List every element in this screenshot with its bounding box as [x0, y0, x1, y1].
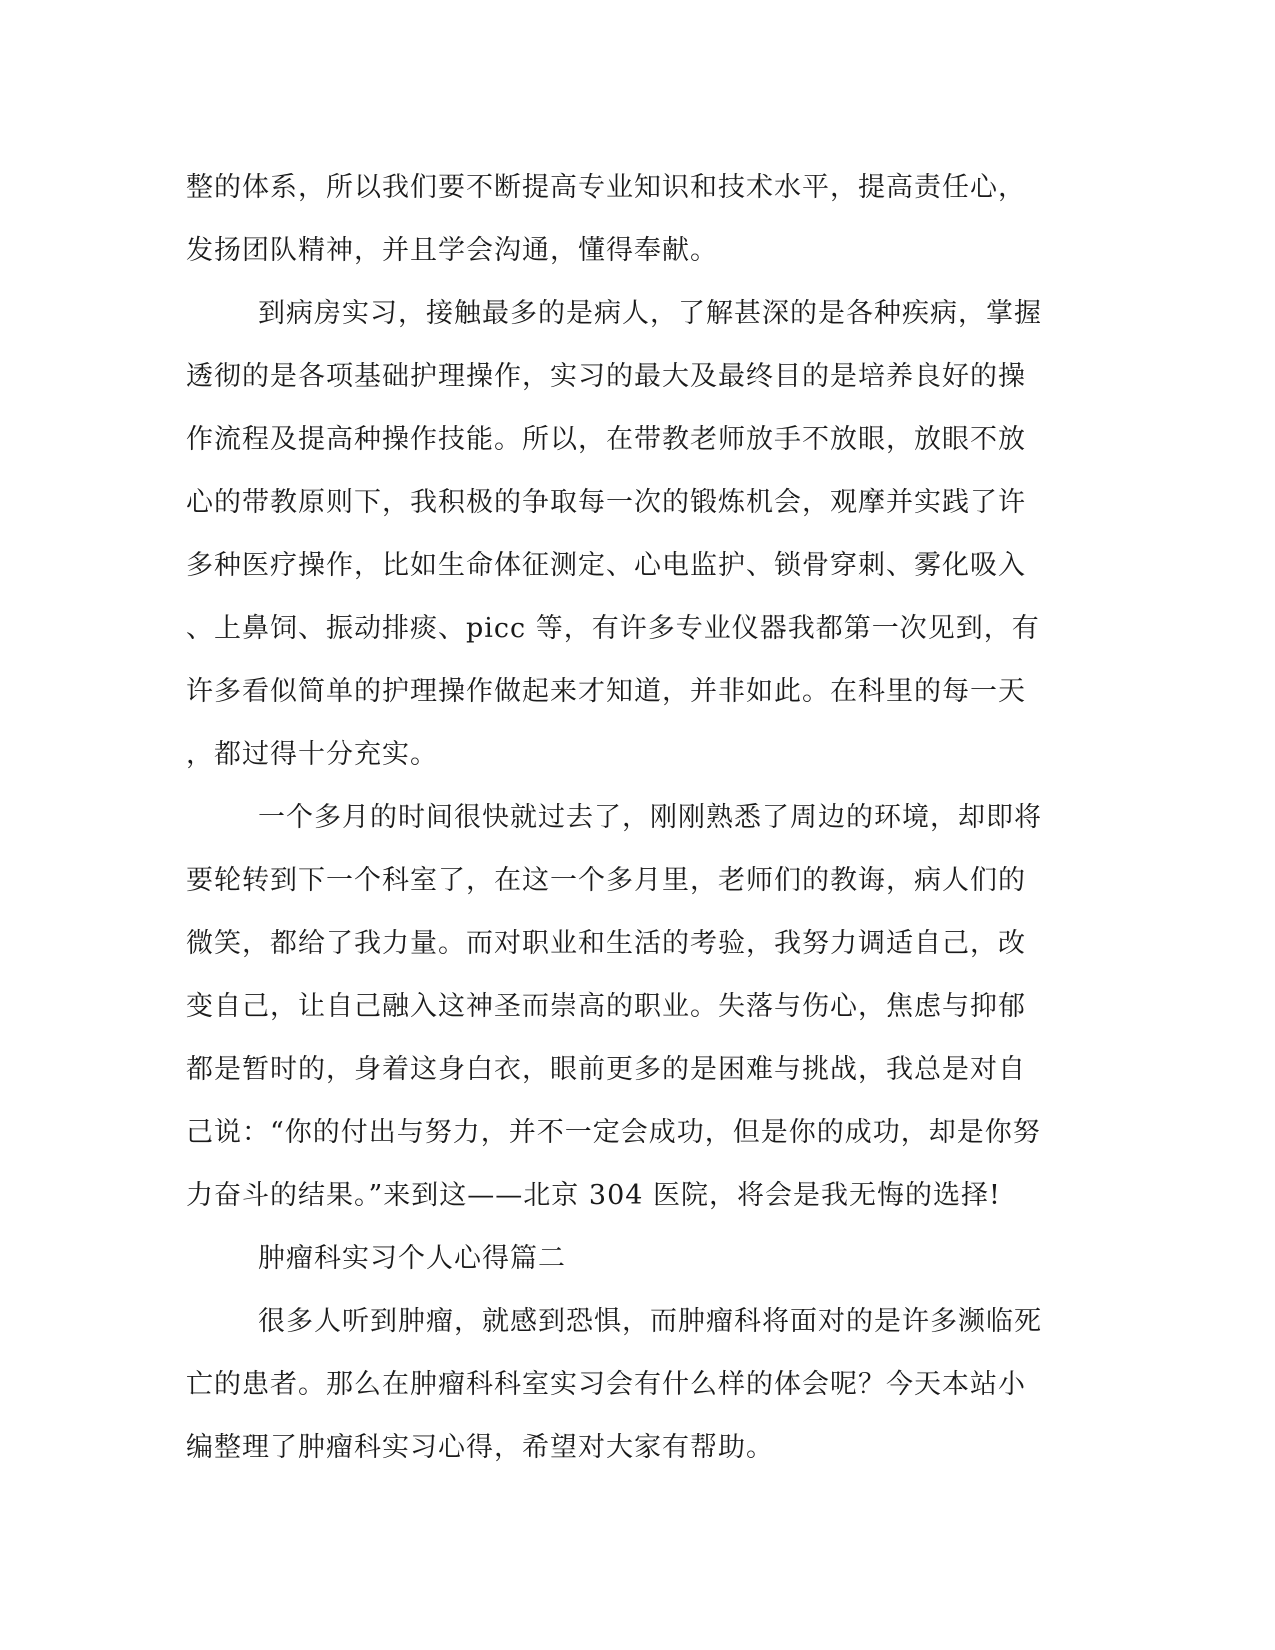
document-body — [186, 156, 1066, 1479]
text-line: 到病房实习，接触最多的是病人，了解甚深的是各种疾病，掌握 — [258, 298, 1042, 329]
text-line: 、上鼻饲、振动排痰、picc 等，有许多专业仪器我都第一次见到，有 — [186, 613, 1040, 644]
text-line: 己说：“你的付出与努力，并不一定会成功，但是你的成功，却是你努 — [186, 1117, 1041, 1148]
section-title: 肿瘤科实习个人心得篇二 — [258, 1243, 566, 1274]
text-line: 亡的患者。那么在肿瘤科科室实习会有什么样的体会呢？今天本站小 — [186, 1369, 1026, 1400]
text-line: 编整理了肿瘤科实习心得，希望对大家有帮助。 — [186, 1432, 774, 1463]
text-line: 要轮转到下一个科室了，在这一个多月里，老师们的教诲，病人们的 — [186, 865, 1026, 896]
paragraph — [186, 282, 1066, 786]
text-line: ，都过得十分充实。 — [186, 739, 438, 770]
text-line: 变自己，让自己融入这神圣而崇高的职业。失落与伤心，焦虑与抑郁 — [186, 991, 1026, 1022]
text-line: 整的体系，所以我们要不断提高专业知识和技术水平，提高责任心， — [186, 172, 1026, 203]
text-line: 都是暂时的，身着这身白衣，眼前更多的是困难与挑战，我总是对自 — [186, 1054, 1026, 1085]
paragraph — [186, 1290, 1066, 1479]
text-line: 心的带教原则下，我积极的争取每一次的锻炼机会，观摩并实践了许 — [186, 487, 1026, 518]
text-line: 透彻的是各项基础护理操作，实习的最大及最终目的是培养良好的操 — [186, 361, 1026, 392]
text-line: 微笑，都给了我力量。而对职业和生活的考验，我努力调适自己，改 — [186, 928, 1026, 959]
text-line: 许多看似简单的护理操作做起来才知道，并非如此。在科里的每一天 — [186, 676, 1026, 707]
text-line: 作流程及提高种操作技能。所以，在带教老师放手不放眼，放眼不放 — [186, 424, 1026, 455]
text-line: 很多人听到肿瘤，就感到恐惧，而肿瘤科将面对的是许多濒临死 — [258, 1306, 1042, 1337]
text-line: 多种医疗操作，比如生命体征测定、心电监护、锁骨穿刺、雾化吸入 — [186, 550, 1026, 581]
text-line: 力奋斗的结果。”来到这——北京 304 医院，将会是我无悔的选择! — [186, 1180, 1001, 1211]
text-line: 发扬团队精神，并且学会沟通，懂得奉献。 — [186, 235, 718, 266]
text-line: 一个多月的时间很快就过去了，刚刚熟悉了周边的环境，却即将 — [258, 802, 1042, 833]
paragraph — [186, 156, 1066, 282]
paragraph — [186, 786, 1066, 1227]
